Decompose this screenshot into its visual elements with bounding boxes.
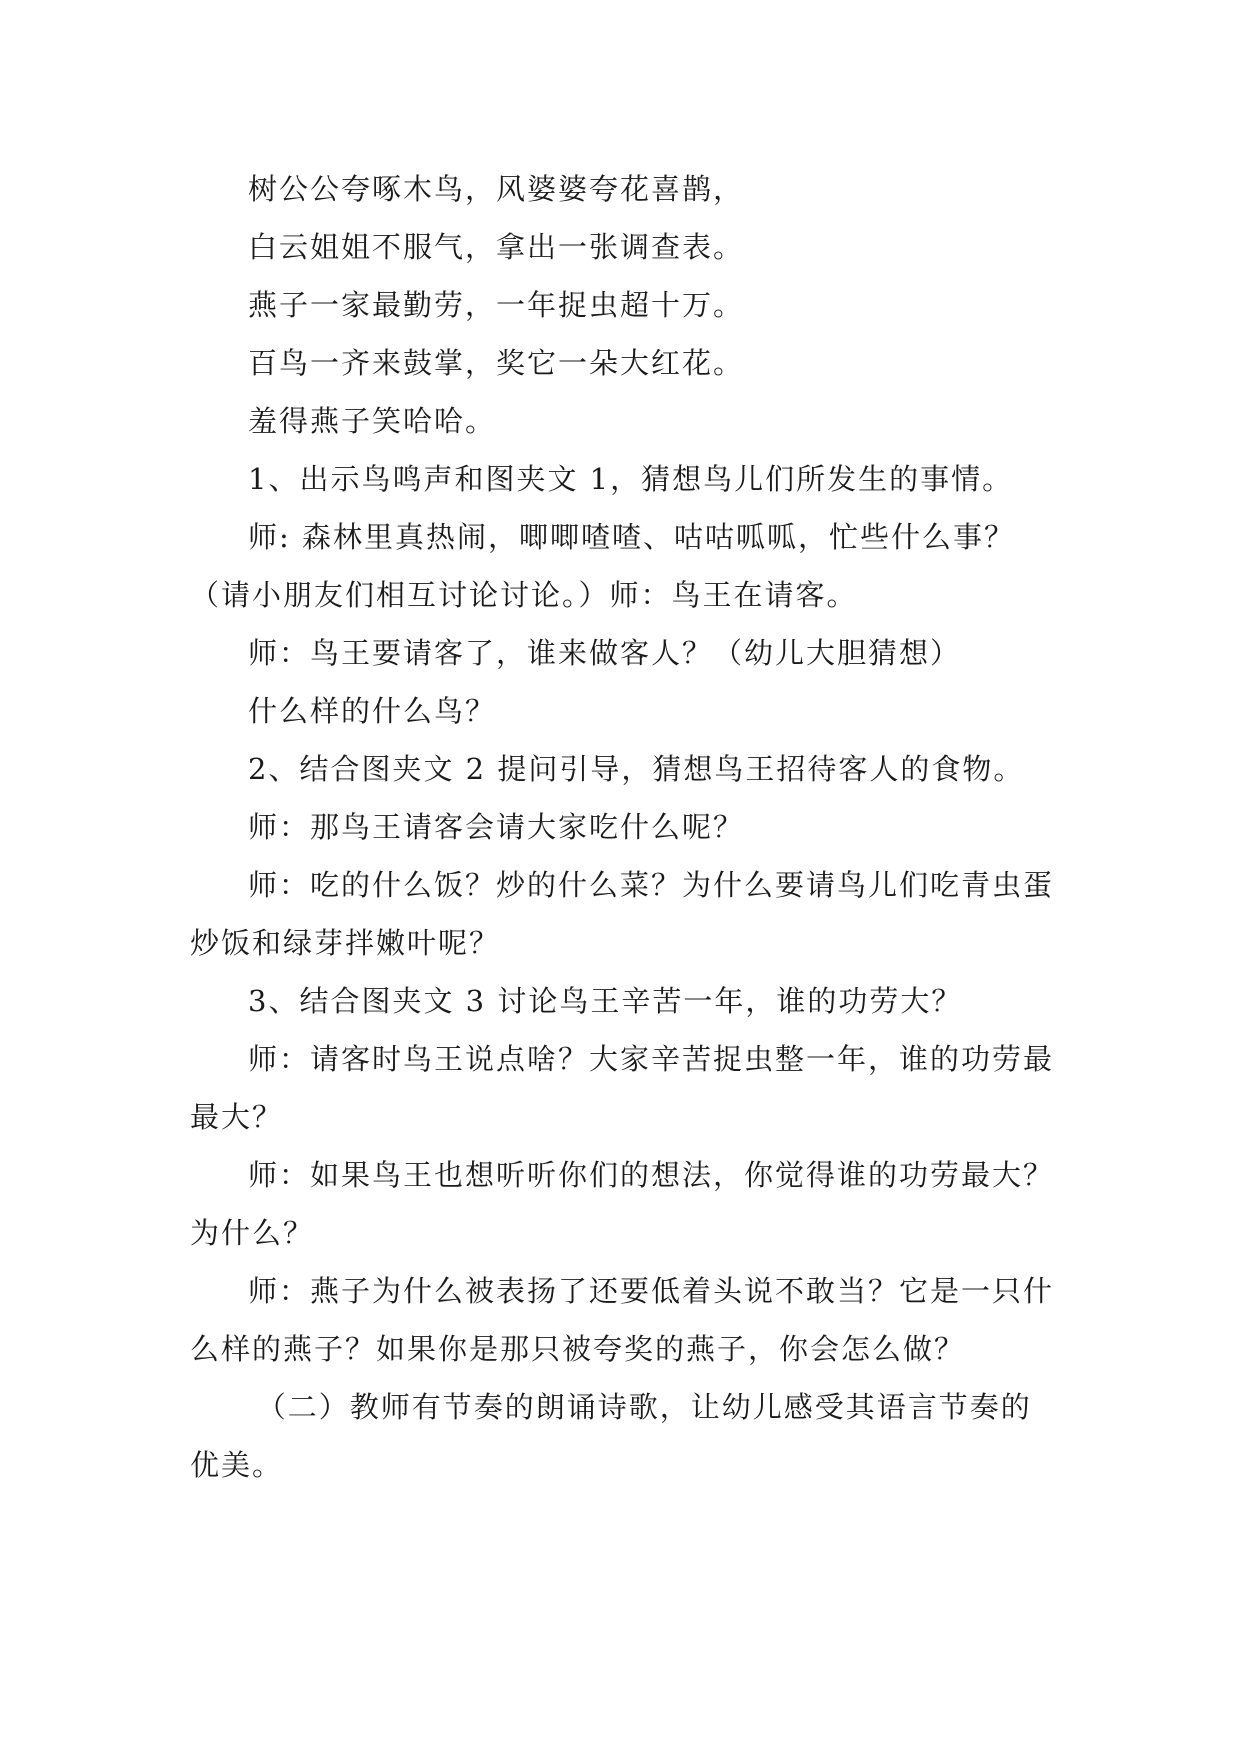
poem-line-1: 树公公夸啄木鸟，风婆婆夸花喜鹊，	[248, 172, 745, 206]
step-2-heading: 2、结合图夹文 2 提问引导，猜想鸟王招待客人的食物。	[248, 752, 1025, 786]
step-1-heading: 1、出示鸟鸣声和图夹文 1，猜想鸟儿们所发生的事情。	[248, 462, 1014, 496]
teacher-line: 师：那鸟王请客会请大家吃什么呢？	[248, 810, 745, 844]
teacher-line: 师：燕子为什么被表扬了还要低着头说不敢当？它是一只什么样的燕子？如果你是那只被夸奖的燕子，你会怎么做？	[190, 1274, 1055, 1366]
teacher-line: 师：如果鸟王也想听听你们的想法，你觉得谁的功劳最大？为什么？	[190, 1158, 1055, 1250]
teacher-line: 师: 森林里真热闹，唧唧喳喳、咕咕呱呱，忙些什么事？	[248, 520, 1015, 554]
question-line: 什么样的什么鸟？	[248, 694, 497, 728]
teacher-line: 师：请客时鸟王说点啥？大家辛苦捉虫整一年，谁的功劳最最大？	[190, 1042, 1055, 1134]
poem-line-5: 羞得燕子笑哈哈。	[248, 404, 497, 438]
teacher-line: 师：吃的什么饭？炒的什么菜？为什么要请鸟儿们吃青虫蛋炒饭和绿芽拌嫩叶呢？	[190, 868, 1055, 960]
teacher-line: 师：鸟王要请客了，谁来做客人？（幼儿大胆猜想）	[248, 636, 962, 670]
step-3-heading: 3、结合图夹文 3 讨论鸟王辛苦一年，谁的功劳大？	[248, 984, 963, 1018]
poem-line-4: 百鸟一齐来鼓掌，奖它一朵大红花。	[248, 346, 745, 380]
poem-line-2: 白云姐姐不服气，拿出一张调查表。	[248, 230, 745, 264]
discussion-line: （请小朋友们相互讨论讨论。）师：鸟王在请客。	[190, 578, 858, 612]
document-body	[190, 160, 1060, 1494]
section-2-heading: （二）教师有节奏的朗诵诗歌，让幼儿感受其语言节奏的优美。	[190, 1390, 1032, 1482]
poem-line-3: 燕子一家最勤劳，一年捉虫超十万。	[248, 288, 745, 322]
